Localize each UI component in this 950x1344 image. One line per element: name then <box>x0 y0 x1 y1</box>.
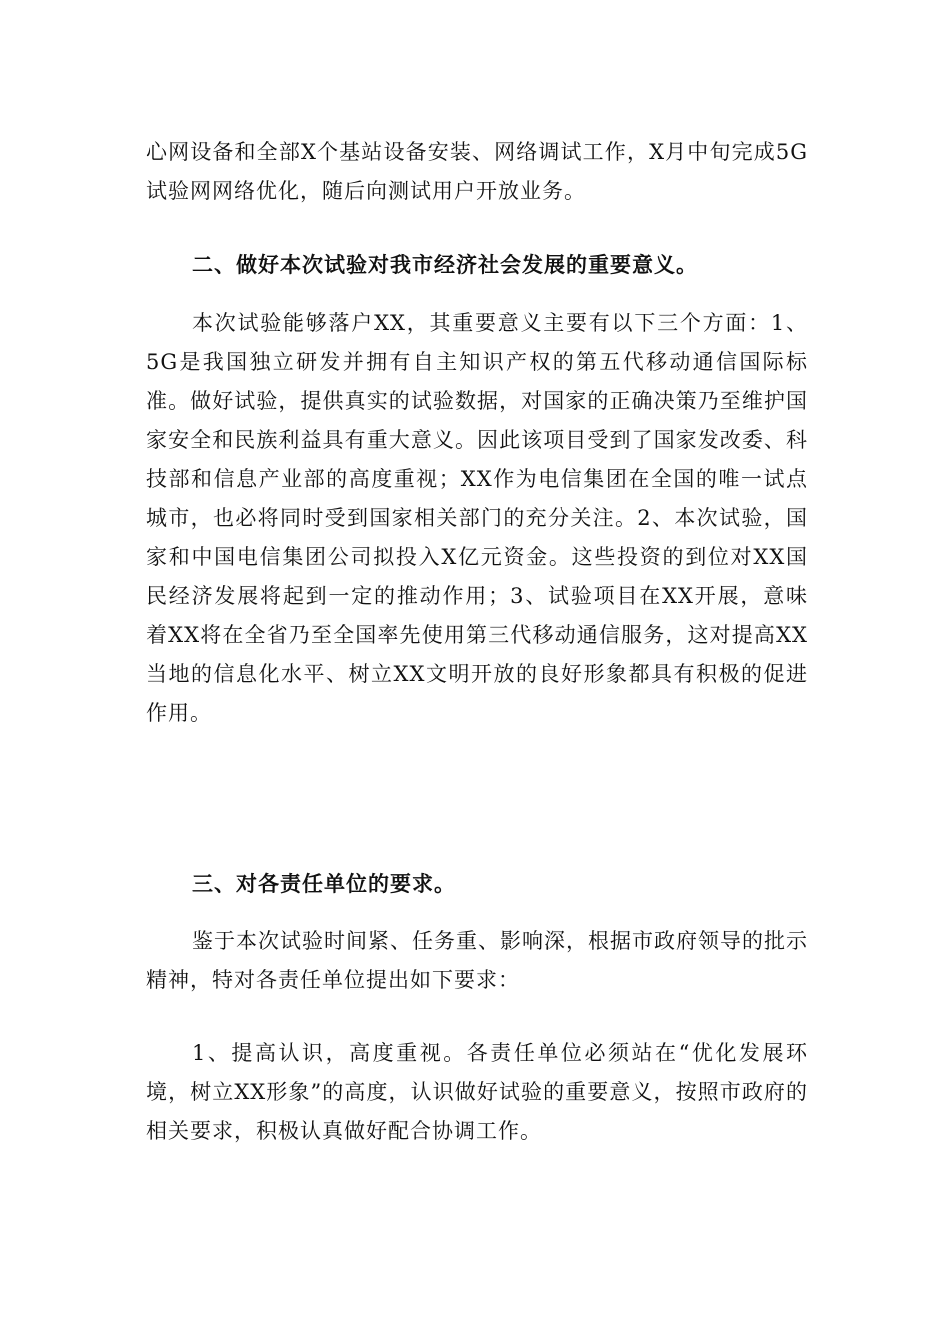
section-heading-3: 三、对各责任单位的要求。 <box>192 871 456 896</box>
paragraph-requirement-1: 1、提高认识，高度重视。各责任单位必须站在“优化发展环境，树立XX形象”的高度，认识做好试验的重要意义，按照市政府的相关要求，积极认真做好配合协调工作。 <box>146 1041 808 1143</box>
paragraph-significance: 本次试验能够落户XX，其重要意义主要有以下三个方面：1、5G是我国独立研发并拥有自主知识产权的第五代移动通信国际标准。做好试验，提供真实的试验数据，对国家的正确决策乃至维护国家安全和民族利益具有重大意义。因此该项目受到了国家发改委、科技部和信息产业部的高度重视；XX作为电信集团在全国的唯一试点城市，也必将同时受到国家相关部门的充分关注。2、本次试验，国家和中国电信集团公司拟投入X亿元资金。这些投资的到位对XX国民经济发展将起到一定的推动作用；3、试验项目在XX开展，意味着XX将在全省乃至全国率先使用第三代移动通信服务，这对提高XX当地的信息化水平、树立XX文明开放的良好形象都具有积极的促进作用。 <box>146 311 808 725</box>
section-heading-2: 二、做好本次试验对我市经济社会发展的重要意义。 <box>192 252 698 277</box>
paragraph-continuation: 心网设备和全部X个基站设备安装、网络调试工作，X月中旬完成5G试验网网络优化，随后向测试用户开放业务。 <box>146 140 808 203</box>
paragraph-requirements-intro: 鉴于本次试验时间紧、任务重、影响深，根据市政府领导的批示精神，特对各责任单位提出如下要求： <box>146 929 808 992</box>
